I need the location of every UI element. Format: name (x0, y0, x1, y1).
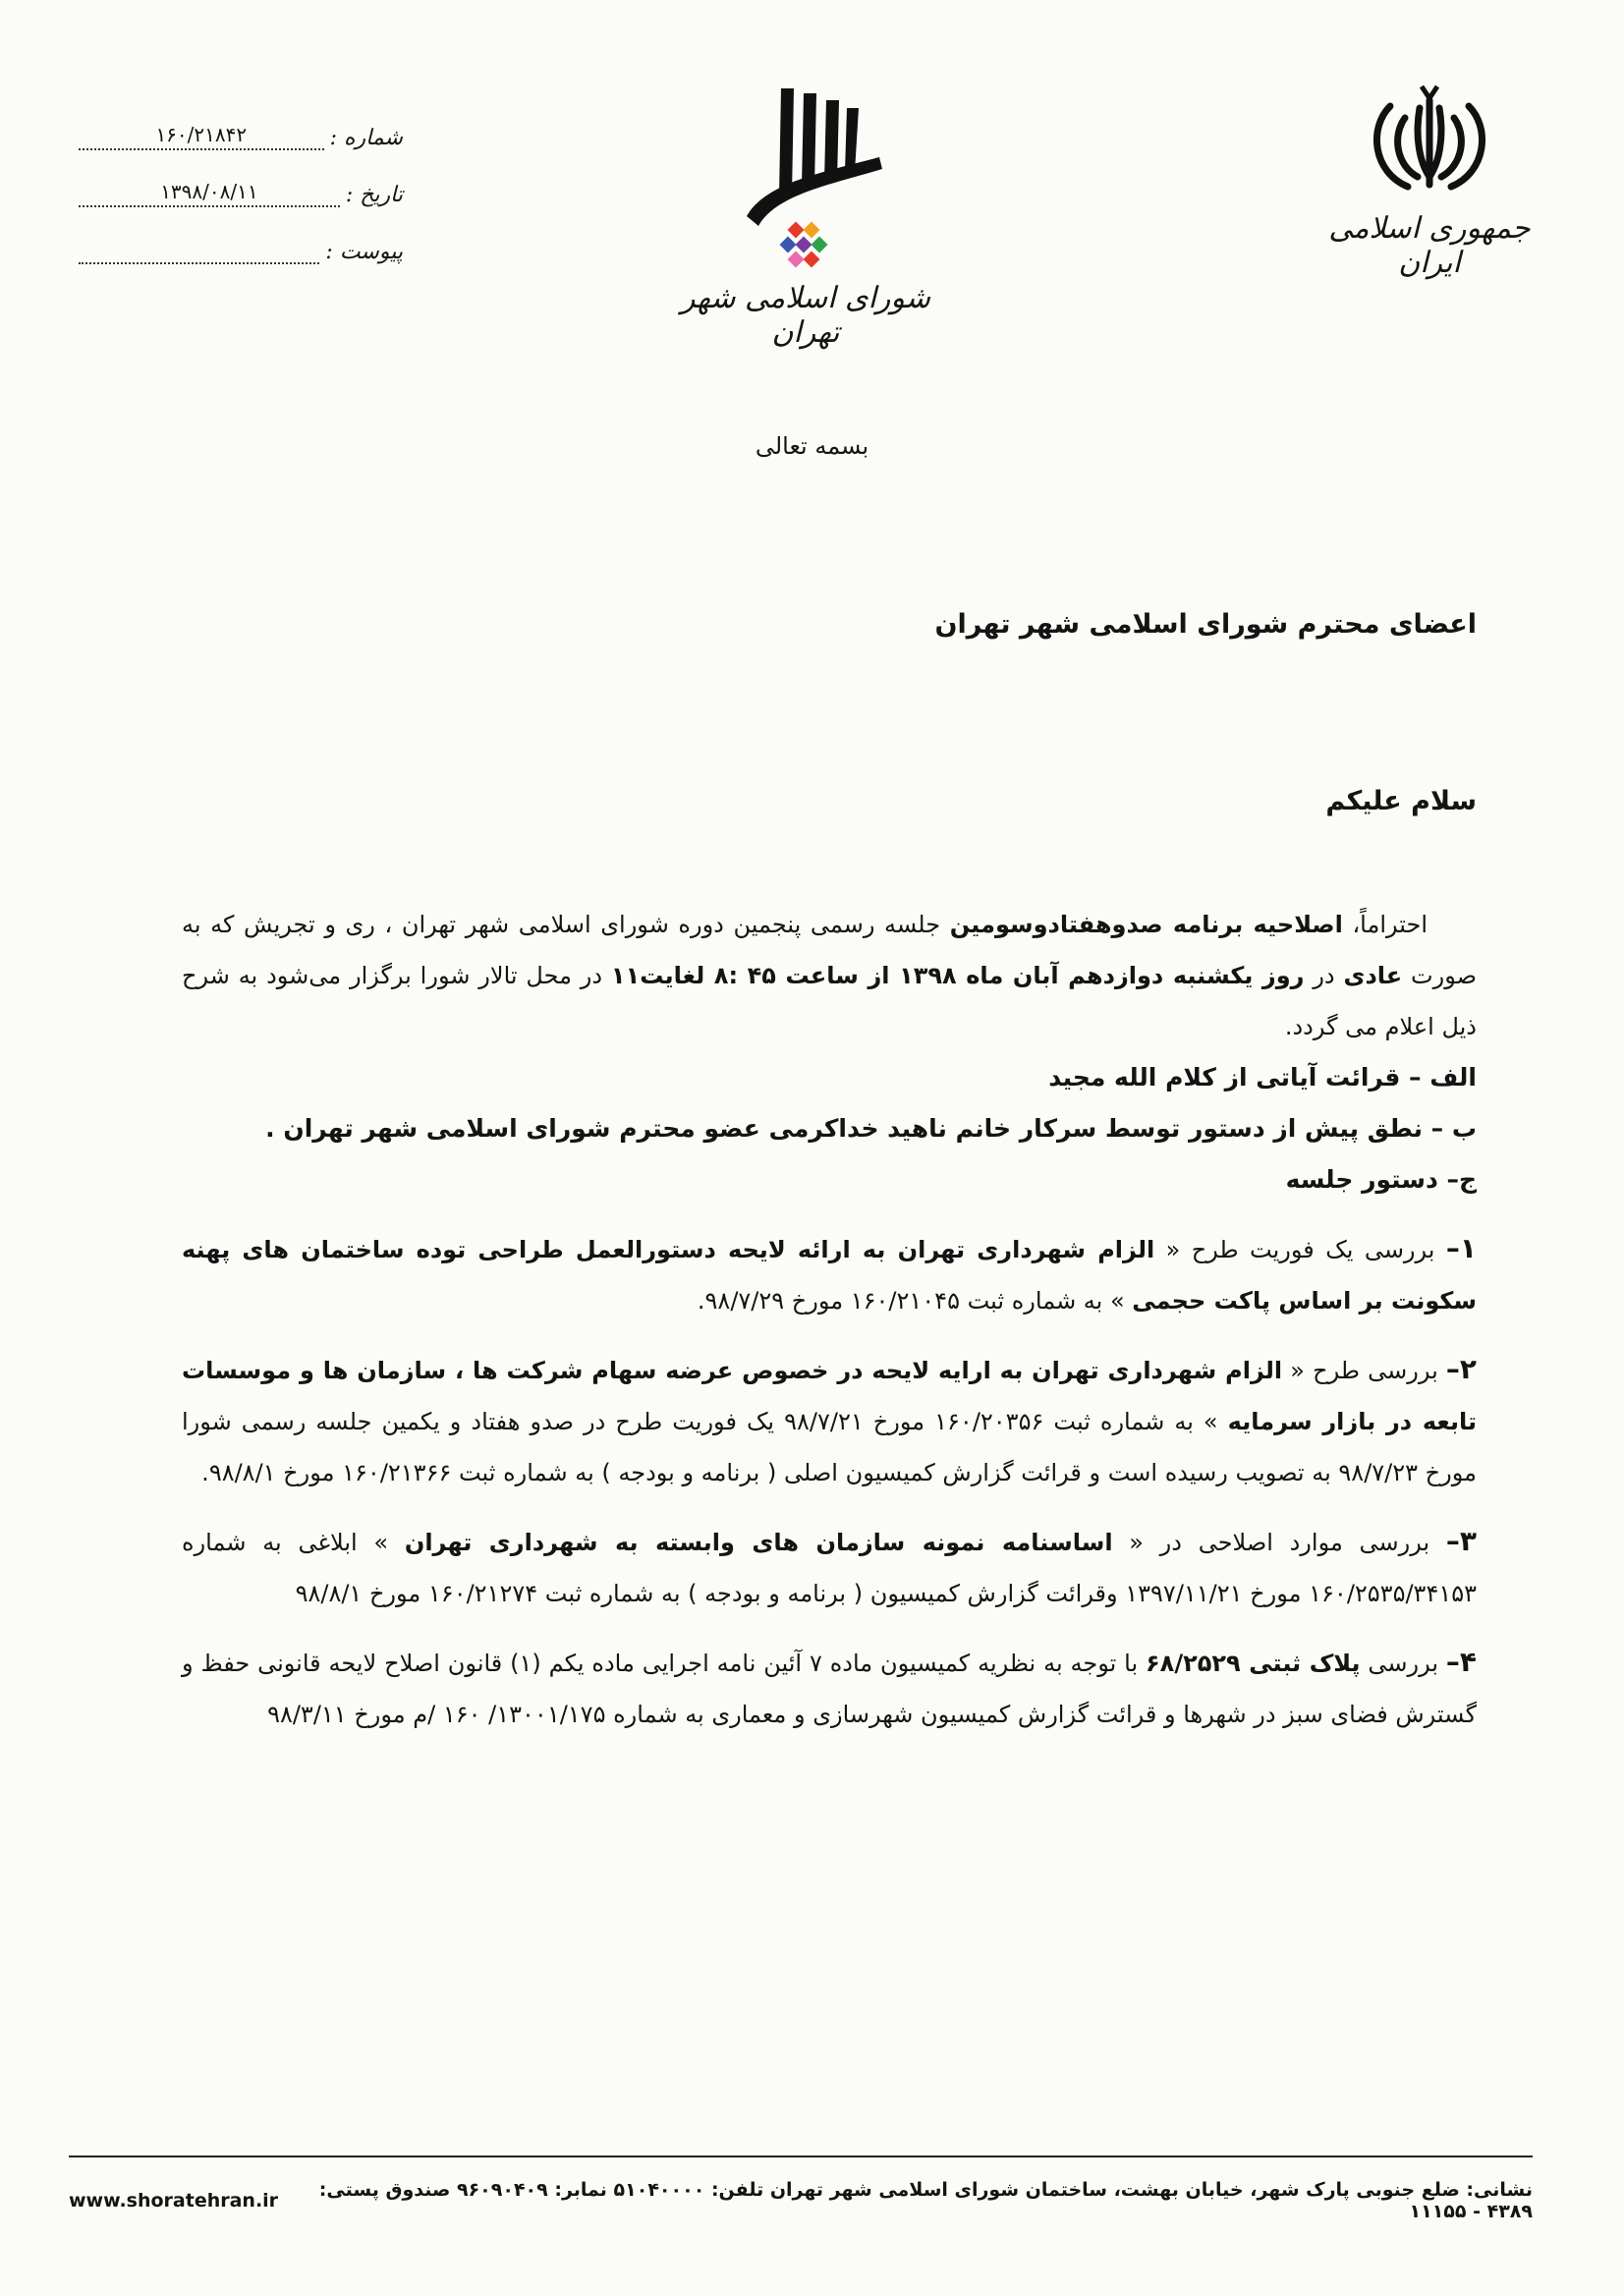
intro-session-type: عادی (1343, 962, 1403, 989)
basmala: بسمه تعالی (755, 432, 869, 460)
website-link[interactable]: www.shoratehran.ir (69, 2190, 279, 2212)
emblem-caption: جمهوری اسلامی ایران (1328, 211, 1531, 280)
council-logo-icon (707, 79, 904, 275)
entry-number: ۳– (1445, 1525, 1477, 1557)
agenda-item-a: الف – قرائت آیاتی از کلام الله مجید (1048, 1063, 1477, 1092)
intro-session-desc: جلسه رسمی پنجمین دوره شورای اسلامی شهر تهران ، ری و تجریش که به صورت (182, 911, 1477, 989)
greeting: سلام علیکم (1325, 786, 1477, 816)
intro-in: در (1304, 962, 1344, 989)
entry-title: پلاک ثبتی ۶۸/۲۵۲۹ (1146, 1650, 1361, 1677)
intro-paragraph (182, 899, 1477, 1052)
agenda-item-c: ج– دستور جلسه (1285, 1165, 1477, 1194)
intro-session-title: اصلاحیه برنامه صدوهفتادوسومین (949, 911, 1343, 938)
entry-title: الزام شهرداری تهران به ارائه لایحه دستورالعمل طراحی توده ساختمان های پهنه سکونت بر اساس پاکت حجمی (182, 1236, 1477, 1315)
agenda-entry-4 (182, 1637, 1477, 1740)
attachment-value (79, 237, 319, 264)
recipient: اعضای محترم شورای اسلامی شهر تهران (934, 609, 1477, 640)
entry-details: » به شماره ثبت ۱۶۰/۲۱۰۴۵ مورخ ۹۸/۷/۲۹. (697, 1287, 1133, 1315)
entry-number: ۲– (1445, 1353, 1477, 1385)
entry-details: » ابلاغی به شماره ۱۶۰/۲۵۳۵/۳۴۱۵۳ مورخ ۱۳۹۷/۱۱/۲۱ وقرائت گزارش کمیسیون ( برنامه و بودجه ) به شماره ثبت ۱۶۰/۲۱۲۷۴ مورخ ۹۸/۸/۱ (182, 1529, 1477, 1607)
intro-session-time: روز یکشنبه دوازدهم آبان ماه ۱۳۹۸ از ساعت ۴۵ :۸ لغایت۱۱ (610, 962, 1305, 989)
number-label: شماره : (329, 126, 403, 150)
attachment-label: پیوست : (325, 240, 403, 264)
agenda-item-b: ب – نطق پیش از دستور توسط سرکار خانم ناهید خداکرمی عضو محترم شورای اسلامی شهر تهران . (265, 1114, 1477, 1143)
date-label: تاریخ : (345, 183, 403, 207)
date-row (79, 150, 403, 207)
intro-opening: احتراماً، (1342, 911, 1428, 938)
entry-number: ۱– (1445, 1232, 1477, 1264)
agenda-entry-3 (182, 1516, 1477, 1619)
letter-meta (79, 93, 403, 264)
council-logo-caption: شورای اسلامی شهر تهران (681, 281, 930, 350)
national-emblem-block (1307, 79, 1552, 280)
agenda-entry-1 (182, 1223, 1477, 1326)
council-logo-block (658, 79, 953, 350)
entry-title: اساسنامه نمونه سازمان های وابسته به شهرداری تهران (404, 1529, 1113, 1556)
letter-body (182, 899, 1477, 1740)
date-value: ۱۳۹۸/۰۸/۱۱ (79, 180, 340, 207)
footer-address: نشانی: ضلع جنوبی پارک شهر، خیابان بهشت، ساختمان شورای اسلامی شهر تهران تلفن: ۵۱۰۴۰۰۰۰ نمابر: ۹۶۰۹۰۴۰۹ صندوق پستی: ۴۳۸۹ - ۱۱۱۵۵ (318, 2179, 1533, 2222)
agenda-entry-2 (182, 1344, 1477, 1498)
iran-emblem-icon (1361, 79, 1498, 201)
entry-lead: بررسی طرح « (1282, 1357, 1446, 1384)
intro-closing: در محل تالار شورا برگزار می‌شود به شرح ذیل اعلام می گردد. (182, 962, 1477, 1040)
entry-details: با توجه به نظریه کمیسیون ماده ۷ آئین نامه اجرایی ماده یکم (۱) قانون اصلاح لایحه قانونی حفظ و گسترش فضای سبز در شهرها و قرائت گزارش کمیسیون شهرسازی و معماری به شماره ۱۳۰۰۱/۱۷۵/ ۱۶۰ /م مورخ ۹۸/۳/۱۱ (182, 1650, 1477, 1728)
entry-lead: بررسی یک فوریت طرح « (1154, 1236, 1446, 1263)
entry-lead: بررسی موارد اصلاحی در « (1112, 1529, 1446, 1556)
attachment-row (79, 207, 403, 264)
entry-lead: بررسی (1360, 1650, 1446, 1677)
entry-number: ۴– (1445, 1646, 1477, 1678)
number-row (79, 93, 403, 150)
footer (69, 2179, 1533, 2222)
entry-title: الزام شهرداری تهران به ارایه لایحه در خصوص عرضه سهام شرکت ها ، سازمان ها و موسسات تابعه در بازار سرمایه (182, 1357, 1478, 1435)
number-value: ۱۶۰/۲۱۸۴۲ (79, 123, 324, 150)
footer-divider (69, 2156, 1533, 2157)
entry-details: » به شماره ثبت ۱۶۰/۲۰۳۵۶ مورخ ۹۸/۷/۲۱ یک فوریت طرح در صدو هفتاد و یکمین جلسه رسمی شورا مورخ ۹۸/۷/۲۳ به تصویب رسیده است و قرائت گزارش کمیسیون اصلی ( برنامه و بودجه ) به شماره ثبت ۱۶۰/۲۱۳۶۶ مورخ ۹۸/۸/۱. (182, 1408, 1477, 1486)
